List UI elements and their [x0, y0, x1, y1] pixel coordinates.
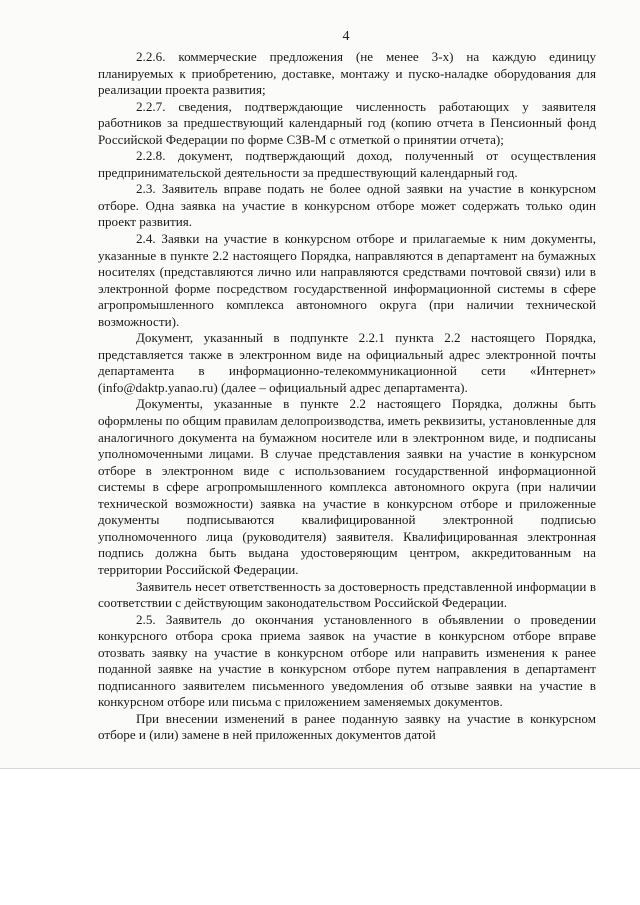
- paragraph-2-2-8: 2.2.8. документ, подтверждающий доход, полученный от осуществления предпринимательской деятельности за предшествующий календарный год.: [98, 148, 596, 180]
- paragraph-2-5: 2.5. Заявитель до окончания установленного в объявлении о проведении конкурсного отбора срока приема заявок на участие в конкурсном отборе вправе отозвать заявку на участие в конкурсном отборе или направить изменения к ранее поданной заявке на участие в конкурсном отборе путем направления в департамент подписанного заявителем письменного уведомления об отзыве заявки на участие в конкурсном отборе или письма с приложением заменяемых документов.: [98, 611, 596, 710]
- paragraph-2-4-email: Документ, указанный в подпункте 2.2.1 пункта 2.2 настоящего Порядка, представляется также в электронном виде на официальный адрес электронной почты департамента в информационно-телекоммуникационной сети «Интернет» (info@daktp.yanao.ru) (далее – официальный адрес департамента).: [98, 330, 596, 395]
- paragraph-2-2-7: 2.2.7. сведения, подтверждающие численность работающих у заявителя работников за предшествующий календарный год (копию отчета в Пенсионный фонд Российской Федерации по форме СЗВ-М с отметкой о принятии отчета);: [98, 98, 596, 147]
- paragraph-2-5-changes: При внесении изменений в ранее поданную заявку на участие в конкурсном отборе и (или) замене в ней приложенных документов датой: [98, 710, 596, 743]
- paragraph-2-2-6: 2.2.6. коммерческие предложения (не менее 3-х) на каждую единицу планируемых к приобретению, доставке, монтажу и пуско-наладке оборудования для реализации проекта развития;: [98, 49, 596, 98]
- paragraph-2-4-format: Документы, указанные в пункте 2.2 настоящего Порядка, должны быть оформлены по общим правилам делопроизводства, иметь реквизиты, установленные для аналогичного документа на бумажном носителе или в электронном виде, и подписаны уполномоченными лицами. В случае представления заявки на участие в конкурсном отборе в электронном виде с использованием государственной информационной системы в сфере агропромышленного комплекса автономного округа (при наличии технической возможности) заявка на участие в конкурсном отборе и приложенные документы подписываются квалифицированной электронной подписью уполномоченного лица (руководителя) заявителя. Квалифицированная электронная подпись должна быть выдана удостоверяющим центром, аккредитованным на территории Российской Федерации.: [98, 396, 596, 577]
- page-number: 4: [342, 29, 350, 44]
- paragraph-2-4: 2.4. Заявки на участие в конкурсном отборе и прилагаемые к ним документы, указанные в пункте 2.2 настоящего Порядка, направляются в департамент на бумажных носителях (представляются лично или направляются средствами почтовой связи) или в электронной форме посредством государственной информационной системы в сфере агропромышленного комплекса автономного округа (при наличии технической возможности).: [98, 231, 596, 329]
- document-body: [98, 49, 596, 744]
- paragraph-2-3: 2.3. Заявитель вправе подать не более одной заявки на участие в конкурсном отборе. Одна заявка на участие в конкурсном отборе может содержать только один проект развития.: [98, 181, 596, 230]
- paragraph-2-4-responsibility: Заявитель несет ответственность за достоверность представленной информации в соответствии с действующим законодательством Российской Федерации.: [98, 578, 596, 611]
